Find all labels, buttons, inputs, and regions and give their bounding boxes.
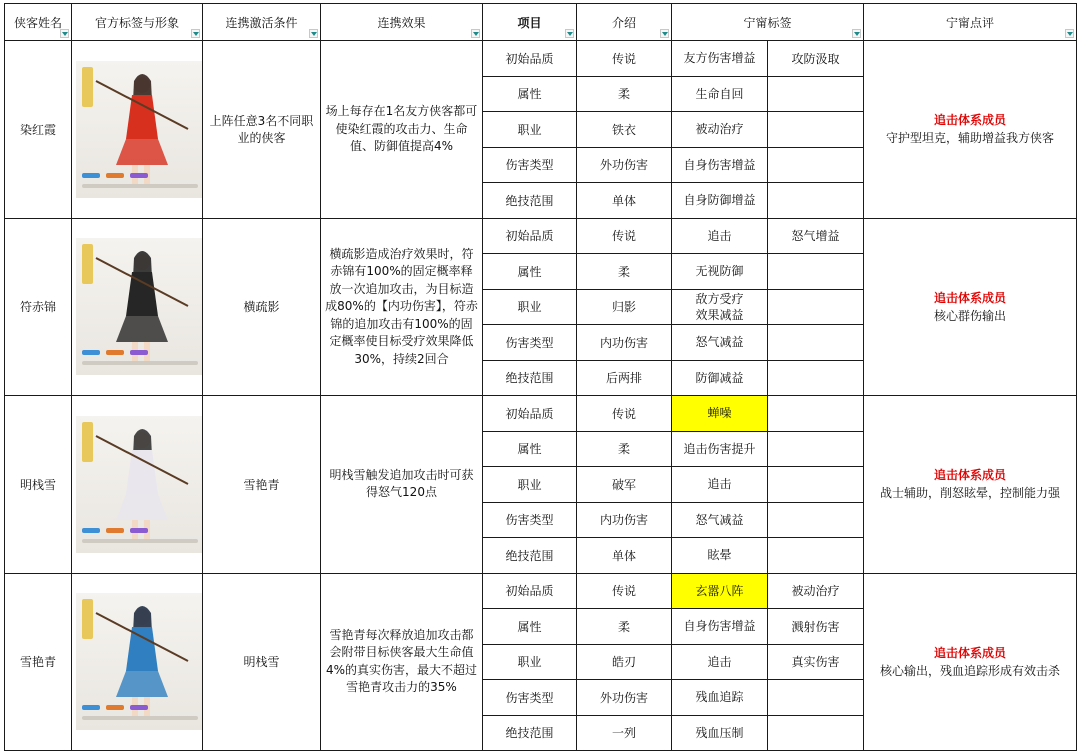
item-cell[interactable] [483, 289, 577, 325]
tag-value: 自身防御增益 [683, 193, 756, 208]
hero-table [4, 3, 1077, 751]
item-label: 属性 [517, 87, 542, 102]
item-label: 伤害类型 [505, 513, 554, 528]
intro-cell[interactable] [577, 325, 672, 361]
tag-value: 自身伤害增益 [683, 157, 756, 172]
intro-value: 传说 [611, 406, 636, 421]
link-effect-cell[interactable] [321, 218, 483, 396]
item-label: 伤害类型 [505, 335, 554, 350]
intro-value: 内功伤害 [599, 335, 648, 350]
item-label: 初始品质 [505, 584, 554, 599]
hero-name: 明栈雪 [19, 477, 56, 492]
intro-value: 皓刃 [611, 655, 636, 670]
tag-cell-primary[interactable] [672, 538, 768, 574]
intro-value: 传说 [611, 229, 636, 244]
item-cell[interactable] [483, 218, 577, 254]
intro-cell[interactable] [577, 254, 672, 290]
tag-value: 怒气减益 [695, 335, 744, 350]
header-label: 官方标签与形象 [94, 15, 179, 30]
tag-cell-secondary[interactable] [768, 538, 864, 574]
link-effect-cell[interactable] [321, 573, 483, 751]
filter-dropdown-icon[interactable] [852, 29, 861, 38]
item-cell[interactable] [483, 147, 577, 183]
item-label: 属性 [517, 619, 542, 634]
intro-cell[interactable] [577, 183, 672, 219]
intro-cell[interactable] [577, 467, 672, 503]
tag-cell-primary[interactable] [672, 680, 768, 716]
header-link-condition[interactable] [203, 4, 321, 41]
tag-value: 友方伤害增益 [683, 51, 756, 66]
item-label: 初始品质 [505, 51, 554, 66]
item-label: 伤害类型 [505, 690, 554, 705]
tag-value: 玄嚣八阵 [695, 583, 744, 598]
link-condition: 明栈雪 [243, 655, 280, 670]
hero-name-cell[interactable] [5, 573, 72, 751]
tag-cell-secondary[interactable] [768, 112, 864, 148]
header-label: 连携激活条件 [225, 15, 298, 30]
filter-dropdown-icon[interactable] [471, 29, 480, 38]
tag-cell-secondary[interactable] [768, 467, 864, 503]
tag-cell-primary[interactable] [672, 112, 768, 148]
item-cell[interactable] [483, 41, 577, 77]
tag-cell-primary[interactable] [672, 289, 768, 325]
tag-cell-primary[interactable] [672, 609, 768, 645]
hero-name: 染红霞 [19, 122, 56, 137]
item-cell[interactable] [483, 431, 577, 467]
header-item[interactable] [483, 4, 577, 41]
tag-cell-primary[interactable] [672, 183, 768, 219]
tag-value: 追击 [707, 228, 732, 243]
tag-cell-secondary[interactable] [768, 147, 864, 183]
intro-cell[interactable] [577, 289, 672, 325]
tag-value: 攻防汲取 [791, 51, 840, 66]
item-label: 职业 [517, 122, 542, 137]
header-label: 侠客姓名 [13, 15, 62, 30]
intro-cell[interactable] [577, 538, 672, 574]
item-cell[interactable] [483, 609, 577, 645]
review-cell[interactable] [864, 41, 1077, 219]
header-link-effect[interactable] [321, 4, 483, 41]
tag-value: 敌方受疗 效果减益 [695, 291, 744, 322]
intro-cell[interactable] [577, 41, 672, 77]
tag-cell-primary[interactable] [672, 254, 768, 290]
tag-value: 残血压制 [695, 725, 744, 740]
item-cell[interactable] [483, 644, 577, 680]
tag-cell-secondary[interactable] [768, 609, 864, 645]
link-effect-cell[interactable] [321, 41, 483, 219]
link-condition: 横疏影 [243, 300, 280, 315]
filter-dropdown-icon[interactable] [565, 29, 574, 38]
intro-value: 外功伤害 [599, 158, 648, 173]
item-label: 职业 [517, 300, 542, 315]
item-cell[interactable] [483, 467, 577, 503]
tag-cell-secondary[interactable] [768, 254, 864, 290]
item-cell[interactable] [483, 76, 577, 112]
header-label: 宁甯点评 [946, 15, 995, 30]
link-condition: 上阵任意3名不同职业的侠客 [209, 114, 314, 146]
filter-dropdown-icon[interactable] [191, 29, 200, 38]
tag-cell-primary[interactable] [672, 467, 768, 503]
item-cell[interactable] [483, 112, 577, 148]
intro-value: 单体 [611, 548, 636, 563]
tag-cell-secondary[interactable] [768, 360, 864, 396]
tag-cell-secondary[interactable] [768, 715, 864, 751]
intro-cell[interactable] [577, 360, 672, 396]
intro-cell[interactable] [577, 76, 672, 112]
header-ningning-tags[interactable] [672, 4, 864, 41]
link-condition-cell[interactable] [203, 41, 321, 219]
item-label: 绝技范围 [505, 726, 554, 741]
official-portrait-cell[interactable] [72, 41, 203, 219]
intro-value: 归影 [611, 300, 636, 315]
review-cell[interactable] [864, 573, 1077, 751]
filter-dropdown-icon[interactable] [60, 29, 69, 38]
tag-cell-secondary[interactable] [768, 325, 864, 361]
tag-value: 被动治疗 [791, 584, 840, 599]
review-title: 追击体系成员 [934, 468, 1007, 483]
tag-cell-primary[interactable] [672, 715, 768, 751]
tag-cell-primary[interactable] [672, 41, 768, 77]
tag-value: 追击 [707, 654, 732, 669]
hero-name-cell[interactable] [5, 218, 72, 396]
review-text: 核心输出，残血追踪形成有效击杀 [880, 663, 1061, 678]
tag-value: 怒气增益 [791, 229, 840, 244]
tag-cell-primary[interactable] [672, 396, 768, 432]
item-cell[interactable] [483, 502, 577, 538]
tag-value: 防御减益 [695, 370, 744, 385]
tag-value: 溅射伤害 [791, 619, 840, 634]
filter-dropdown-icon[interactable] [660, 29, 669, 38]
link-condition-cell[interactable] [203, 396, 321, 574]
tag-cell-secondary[interactable] [768, 680, 864, 716]
intro-value: 破军 [611, 477, 636, 492]
header-intro[interactable] [577, 4, 672, 41]
filter-dropdown-icon[interactable] [309, 29, 318, 38]
intro-cell[interactable] [577, 715, 672, 751]
intro-cell[interactable] [577, 680, 672, 716]
intro-value: 内功伤害 [599, 513, 648, 528]
tag-cell-primary[interactable] [672, 573, 768, 609]
item-label: 职业 [517, 477, 542, 492]
intro-value: 柔 [617, 442, 630, 457]
tag-value: 追击伤害提升 [683, 441, 756, 456]
tag-cell-secondary[interactable] [768, 644, 864, 680]
intro-cell[interactable] [577, 644, 672, 680]
intro-value: 单体 [611, 193, 636, 208]
intro-cell[interactable] [577, 396, 672, 432]
intro-cell[interactable] [577, 112, 672, 148]
tag-cell-primary[interactable] [672, 147, 768, 183]
tag-value: 蝉噪 [707, 406, 732, 421]
item-label: 绝技范围 [505, 371, 554, 386]
intro-cell[interactable] [577, 502, 672, 538]
item-cell[interactable] [483, 360, 577, 396]
hero-rows [5, 41, 1077, 751]
intro-value: 柔 [617, 264, 630, 279]
red-robed-spear-heroine-portrait [76, 61, 203, 198]
tag-cell-secondary[interactable] [768, 289, 864, 325]
hero-attribute-row [5, 41, 1077, 77]
hero-name-cell[interactable] [5, 396, 72, 574]
review-title: 追击体系成员 [934, 113, 1007, 128]
header-label: 介绍 [611, 15, 636, 30]
item-label: 绝技范围 [505, 548, 554, 563]
header-official-tag[interactable] [72, 4, 203, 41]
tag-cell-primary[interactable] [672, 325, 768, 361]
tag-cell-secondary[interactable] [768, 573, 864, 609]
intro-value: 柔 [617, 619, 630, 634]
official-portrait-cell[interactable] [72, 573, 203, 751]
review-title: 追击体系成员 [934, 290, 1007, 305]
intro-value: 铁衣 [611, 122, 636, 137]
link-effect: 横疏影造成治疗效果时，符赤锦有100%的固定概率释放一次追加攻击，为目标造成80%的【内功伤害】，符赤锦的追加攻击有100%的固定概率使目标受疗效果降低30%，持续2回合 [325, 246, 478, 366]
link-condition-cell[interactable] [203, 573, 321, 751]
tag-cell-primary[interactable] [672, 218, 768, 254]
header-ningning-review[interactable] [864, 4, 1077, 41]
intro-cell[interactable] [577, 147, 672, 183]
tag-value: 眩晕 [707, 548, 732, 563]
link-effect: 场上每存在1名友方侠客都可使染红霞的攻击力、生命值、防御值提高4% [325, 104, 478, 153]
tag-value: 追击 [707, 477, 732, 492]
intro-value: 外功伤害 [599, 690, 648, 705]
link-effect: 明栈雪触发追加攻击时可获得怒气120点 [329, 467, 474, 500]
intro-cell[interactable] [577, 609, 672, 645]
intro-value: 传说 [611, 51, 636, 66]
item-label: 属性 [517, 264, 542, 279]
tag-value: 无视防御 [695, 264, 744, 279]
hero-attribute-row [5, 573, 1077, 609]
item-label: 职业 [517, 655, 542, 670]
tag-value: 自身伤害增益 [683, 619, 756, 634]
item-cell[interactable] [483, 538, 577, 574]
hero-name-cell[interactable] [5, 41, 72, 219]
tag-cell-secondary[interactable] [768, 76, 864, 112]
white-robed-lantern-heroine-portrait [76, 416, 203, 553]
tag-cell-primary[interactable] [672, 360, 768, 396]
official-portrait-cell[interactable] [72, 218, 203, 396]
item-cell[interactable] [483, 325, 577, 361]
tag-cell-primary[interactable] [672, 502, 768, 538]
tag-cell-primary[interactable] [672, 644, 768, 680]
tag-cell-secondary[interactable] [768, 218, 864, 254]
header-label: 连携效果 [377, 15, 426, 30]
header-row [5, 4, 1077, 41]
hero-attribute-row [5, 218, 1077, 254]
header-label: 项目 [517, 15, 542, 30]
item-label: 初始品质 [505, 406, 554, 421]
tag-value: 残血追踪 [695, 690, 744, 705]
review-cell[interactable] [864, 218, 1077, 396]
header-hero-name[interactable] [5, 4, 72, 41]
review-text: 战士辅助，削怒眩晕，控制能力强 [880, 486, 1061, 501]
black-dress-red-cape-heroine-portrait [76, 238, 203, 375]
tag-cell-secondary[interactable] [768, 431, 864, 467]
intro-value: 传说 [611, 584, 636, 599]
hero-attribute-row [5, 396, 1077, 432]
intro-cell[interactable] [577, 573, 672, 609]
tag-value: 真实伤害 [791, 655, 840, 670]
tag-value: 怒气减益 [695, 512, 744, 527]
item-cell[interactable] [483, 254, 577, 290]
link-condition: 雪艳青 [243, 477, 280, 492]
tag-cell-primary[interactable] [672, 431, 768, 467]
review-cell[interactable] [864, 396, 1077, 574]
intro-cell[interactable] [577, 218, 672, 254]
review-text: 守护型坦克，辅助增益我方侠客 [886, 131, 1055, 146]
link-effect-cell[interactable] [321, 396, 483, 574]
item-label: 绝技范围 [505, 193, 554, 208]
review-title: 追击体系成员 [934, 645, 1007, 660]
item-label: 伤害类型 [505, 158, 554, 173]
tag-cell-secondary[interactable] [768, 396, 864, 432]
tag-cell-primary[interactable] [672, 76, 768, 112]
intro-value: 一列 [611, 726, 636, 741]
filter-dropdown-icon[interactable] [1065, 29, 1074, 38]
link-condition-cell[interactable] [203, 218, 321, 396]
hero-name: 雪艳青 [19, 655, 56, 670]
item-label: 初始品质 [505, 229, 554, 244]
tag-value: 生命自回 [695, 86, 744, 101]
intro-value: 柔 [617, 87, 630, 102]
tag-cell-secondary[interactable] [768, 502, 864, 538]
item-cell[interactable] [483, 396, 577, 432]
tag-cell-secondary[interactable] [768, 41, 864, 77]
tag-cell-secondary[interactable] [768, 183, 864, 219]
review-text: 核心群伤输出 [934, 308, 1007, 323]
intro-value: 后两排 [605, 371, 642, 386]
item-cell[interactable] [483, 183, 577, 219]
item-cell[interactable] [483, 573, 577, 609]
official-portrait-cell[interactable] [72, 396, 203, 574]
item-cell[interactable] [483, 715, 577, 751]
item-cell[interactable] [483, 680, 577, 716]
tag-value: 被动治疗 [695, 122, 744, 137]
item-label: 属性 [517, 442, 542, 457]
blue-robed-spear-heroine-portrait [76, 593, 203, 730]
intro-cell[interactable] [577, 431, 672, 467]
link-effect: 雪艳青每次释放追加攻击都会附带目标侠客最大生命值4%的真实伤害，最大不超过雪艳青攻击力的35% [325, 627, 478, 695]
header-label: 宁甯标签 [743, 15, 792, 30]
hero-name: 符赤锦 [19, 300, 56, 315]
